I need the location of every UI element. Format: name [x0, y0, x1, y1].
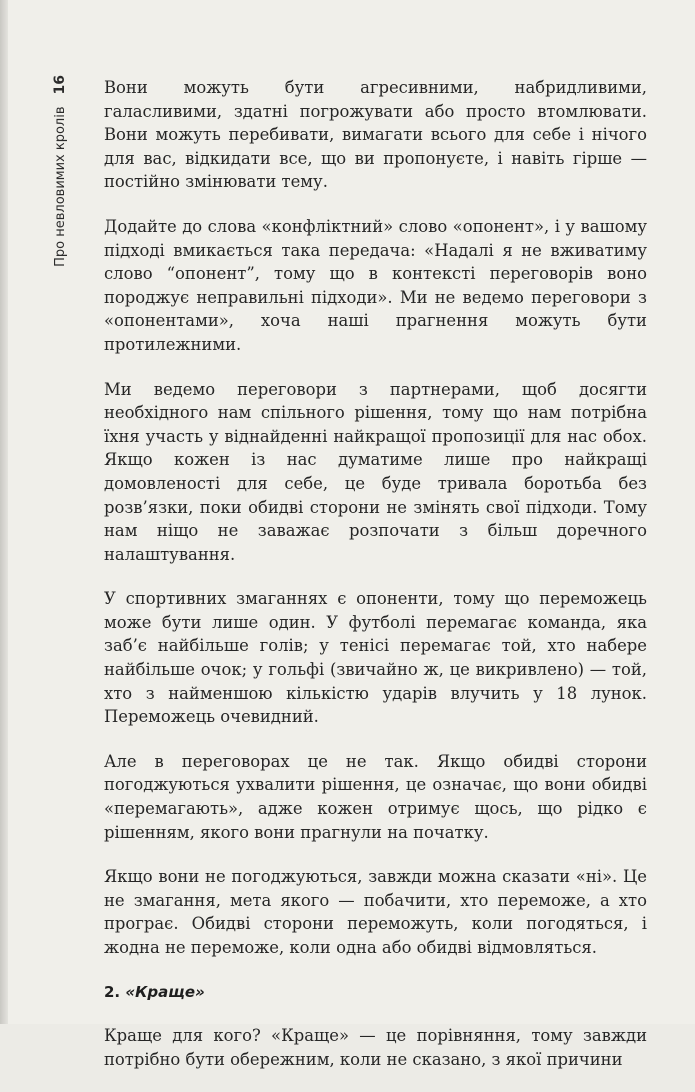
- page-number: 16: [52, 75, 68, 95]
- paragraph-5: Але в переговорах це не так. Якщо обидві сторони погоджуються ухвалити рішення, це означає, що вони обидві «перемагають», адже кожен отримує щось, що рідко є рішенням, якого вони прагнули на початку.: [104, 751, 647, 842]
- section-heading: [104, 981, 647, 1005]
- book-spine-shadow: [0, 0, 8, 1024]
- paragraph-7: Краще для кого? «Краще» — це порівняння, тому завжди потрібно бути обережним, коли не сказано, з якої причини: [104, 1026, 647, 1069]
- paragraph-4: У спортивних змаганнях є опоненти, тому що переможець може бути лише один. У футболі перемагає команда, яка заб’є найбільше голів; у тенісі перемагає той, хто набере найбільше очок; у гольфі (звичайно ж, це викривлено) — той, хто з найменшою кількістю ударів влучить у 18 лунок. Переможець очевидний.: [104, 589, 647, 727]
- paragraph-3: Ми ведемо переговори з партнерами, щоб досягти необхідного нам спільного рішення, тому що нам потрібна їхня участь у віднайденні найкращої пропозиції для нас обох. Якщо кожен із нас думатиме лише про найкращі домовленості для себе, це буде тривала боротьба без розв’язки, поки обидві сторони не змінять свої підходи. Тому нам ніщо не заважає розпочати з більш доречного налаштування.: [104, 379, 647, 564]
- body-text: [104, 76, 647, 1092]
- paragraph-2: Додайте до слова «конфліктний» слово «опонент», і у вашому підході вмикається така передача: «Надалі я не вживатиму слово “опонент”, тому що в контексті переговорів воно породжує неправильні підходи». Ми не ведемо переговори з «опонентами», хоча наші прагнення можуть бути протилежними.: [104, 216, 647, 354]
- section-title: «Краще»: [125, 982, 205, 1001]
- paragraph-6: Якщо вони не погоджуються, завжди можна сказати «ні». Це не змагання, мета якого — побачити, хто переможе, а хто програє. Обидві сторони переможуть, коли погодяться, і жодна не переможе, коли одна або обидві відмовляться.: [104, 867, 647, 957]
- running-head: [52, 75, 68, 265]
- section-number: 2.: [104, 982, 121, 1001]
- running-head-title: Про невловимих кролів: [52, 106, 68, 267]
- paragraph-1: Вони можуть бути агресивними, набридливими, галасливими, здатні погрожувати або просто втомлювати. Вони можуть перебивати, вимагати всього для себе і нічого для вас, відкидати все, що ви пропонуєте, і навіть гірше — постійно змінювати тему.: [104, 78, 647, 192]
